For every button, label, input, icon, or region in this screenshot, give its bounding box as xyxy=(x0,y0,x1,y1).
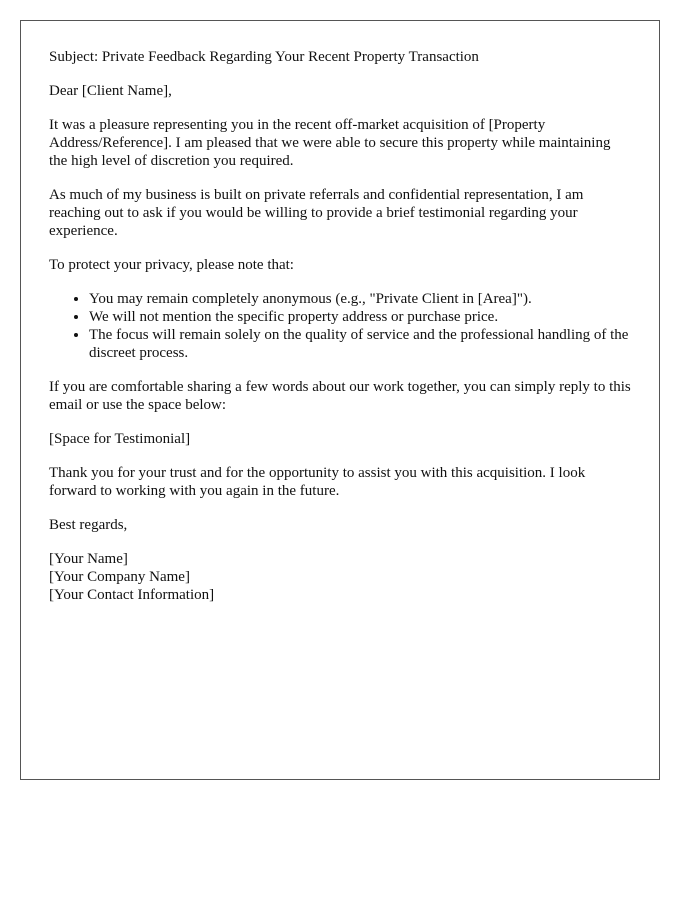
letter-paragraph-3: If you are comfortable sharing a few words about our work together, you can simply reply to this email or use the space below: xyxy=(49,379,631,413)
letter-subject: Subject: Private Feedback Regarding Your Recent Property Transaction xyxy=(49,49,479,65)
signature-company: [Your Company Name] xyxy=(49,569,190,585)
signature-block xyxy=(49,550,631,604)
letter-paragraph-4: Thank you for your trust and for the opportunity to assist you with this acquisition. I look forward to working with you again in the future. xyxy=(49,465,586,499)
letter-greeting: Dear [Client Name], xyxy=(49,83,172,99)
privacy-point: • You may remain completely anonymous (e.g., "Private Client in [Area]"). xyxy=(89,290,631,308)
letter-closing: Best regards, xyxy=(49,517,128,533)
signature-contact: [Your Contact Information] xyxy=(49,587,215,603)
privacy-intro: To protect your privacy, please note that: xyxy=(49,257,294,273)
testimonial-placeholder: [Space for Testimonial] xyxy=(49,431,191,447)
signature-name: [Your Name] xyxy=(49,551,128,567)
privacy-points-list xyxy=(49,290,631,362)
letter-paragraph-1: It was a pleasure representing you in the recent off-market acquisition of [Property Address/Reference]. I am pleased that we were able to secure this property while maintaining the high level of discretion you required. xyxy=(49,117,611,169)
letter-container xyxy=(20,20,660,780)
letter-paragraph-2: As much of my business is built on private referrals and confidential representation, I am reaching out to ask if you would be willing to provide a brief testimonial regarding your experience. xyxy=(49,187,584,239)
privacy-point: • We will not mention the specific property address or purchase price. xyxy=(89,308,631,326)
privacy-point: • The focus will remain solely on the quality of service and the professional handling of the discreet process. xyxy=(89,326,631,362)
